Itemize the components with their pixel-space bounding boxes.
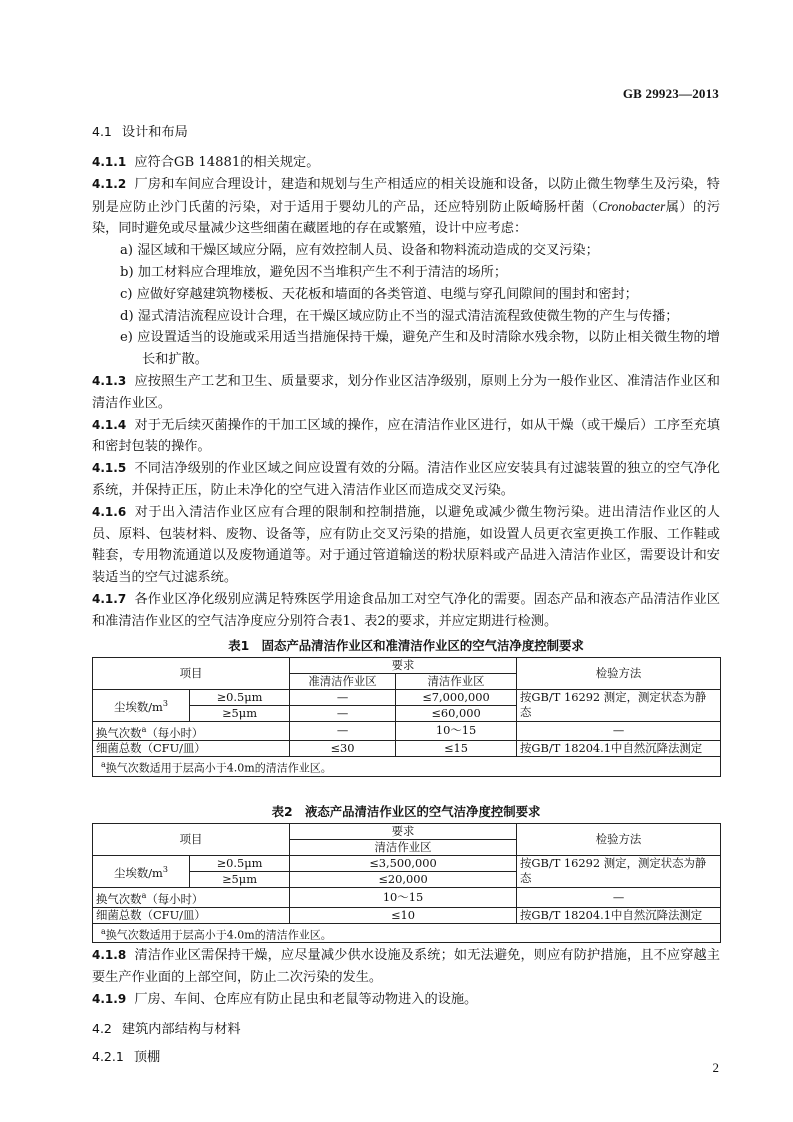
header-requirement: 要求 xyxy=(290,823,517,839)
table-row xyxy=(93,887,721,907)
cell: — xyxy=(290,705,396,721)
cell: ≤7,000,000 xyxy=(396,689,517,705)
clause-number: 4.1.7 xyxy=(92,591,127,606)
table-row xyxy=(93,923,721,943)
clause-text: 应符合GB 14881的相关规定。 xyxy=(134,155,320,170)
clause-number: 4.1.9 xyxy=(92,992,127,1007)
table-2-caption: 表2 液态产品清洁作业区的空气洁净度控制要求 xyxy=(271,803,541,819)
header-clean: 清洁作业区 xyxy=(396,673,517,689)
cell: ≤30 xyxy=(290,741,396,757)
cell: ≤20,000 xyxy=(290,871,517,887)
header-method: 检验方法 xyxy=(517,823,721,855)
clause-number: 4.1.4 xyxy=(92,417,127,432)
clause-4-1-8 xyxy=(92,945,720,989)
cell-method: 按GB/T 16292 测定，测定状态为静态 xyxy=(517,689,721,721)
header-item: 项目 xyxy=(93,823,290,855)
clause-4-1-9 xyxy=(92,989,720,1011)
clause-4-1-1 xyxy=(92,152,720,174)
header-semi-clean: 准清洁作业区 xyxy=(290,673,396,689)
clause-italic-term: Cronobacter xyxy=(598,198,666,214)
table-note: $^a$换气次数适用于层高小于4.0m的清洁作业区。 xyxy=(93,757,721,777)
cell: 10～15 xyxy=(396,721,517,741)
page-number: 2 xyxy=(712,1060,719,1075)
cell: — xyxy=(517,721,721,741)
cell: ≤15 xyxy=(396,741,517,757)
header-clean: 清洁作业区 xyxy=(290,839,517,855)
header-method: 检验方法 xyxy=(517,657,721,689)
cell-method: 按GB/T 18204.1中自然沉降法测定 xyxy=(517,907,721,923)
table-2 xyxy=(92,823,721,943)
section-title: 顶棚 xyxy=(133,1049,161,1065)
cell: ≥5μm xyxy=(190,871,290,887)
cell: ≥0.5μm xyxy=(190,855,290,871)
section-title: 建筑内部结构与材料 xyxy=(121,1021,241,1037)
table-1-caption: 表1 固态产品清洁作业区和准清洁作业区的空气洁净度控制要求 xyxy=(228,637,584,653)
section-number: 4.2 xyxy=(92,1020,112,1036)
table-1 xyxy=(92,657,721,777)
clause-text: 厂房和车间应合理设计，建造和规划与生产相适应的相关设施和设备，以防止微生物孳生及污染，特别是应防止沙门氏菌的污染，对于适用于婴幼儿的产品，还应特别防止阪崎肠杆菌（ xyxy=(92,176,720,215)
table-row xyxy=(93,757,721,777)
cell: ≤3,500,000 xyxy=(290,855,517,871)
cell-bacteria-label: 细菌总数（CFU/皿） xyxy=(93,907,290,923)
table-row xyxy=(93,721,721,741)
list-item: a) 湿区域和干燥区域应分隔，应有效控制人员、设备和物料流动造成的交叉污染； xyxy=(120,243,599,259)
clause-4-1-4 xyxy=(92,415,720,459)
table-row xyxy=(93,907,721,923)
list-item: b) 加工材料应合理堆放，避免因不当堆积产生不利于清洁的场所； xyxy=(120,264,508,280)
section-4-2-heading xyxy=(92,1017,720,1041)
clause-text: 厂房、车间、仓库应有防止昆虫和老鼠等动物进入的设施。 xyxy=(134,992,478,1008)
table-row xyxy=(93,823,721,839)
clause-4-1-6 xyxy=(92,502,720,589)
clause-number: 4.1.6 xyxy=(92,504,127,519)
cell-air-label: 换气次数$^a$（每小时） xyxy=(93,887,290,907)
clause-text: 对于出入清洁作业区应有合理的限制和控制措施，以避免或减少微生物污染。进出清洁作业区的人员、原料、包装材料、废物、设备等，应有防止交叉污染的措施，如设置人员更衣室更换工作服、工作鞋或鞋套，专用物流通道以及废物通道等。对于通过管道输送的粉状原料或产品进入清洁作业区，需要设计和安装适当的空气过滤系统。 xyxy=(92,504,720,586)
cell: — xyxy=(290,689,396,705)
standard-number: GB 29923—2013 xyxy=(622,86,719,101)
cell-dust-label: 尘埃数$/m^3$ xyxy=(93,855,190,887)
clause-4-1-2 xyxy=(92,174,720,240)
table-row xyxy=(93,855,721,871)
cell: ≤60,000 xyxy=(396,705,517,721)
cell-method: 按GB/T 16292 测定，测定状态为静态 xyxy=(517,855,721,887)
clause-text: 各作业区净化级别应满足特殊医学用途食品加工对空气净化的需要。固态产品和液态产品清洁作业区和准清洁作业区的空气洁净度应分别符合表1、表2的要求，并应定期进行检测。 xyxy=(92,591,720,629)
list-item: e) 应设置适当的设施或采用适当措施保持干燥，避免产生和及时清除水残余物，以防止相关微生物的增长和扩散。 xyxy=(120,330,720,368)
cell: ≥0.5μm xyxy=(190,689,290,705)
clause-number: 4.1.1 xyxy=(92,155,127,169)
section-number: 4.2.1 xyxy=(92,1048,124,1064)
table-row xyxy=(93,689,721,705)
header-item: 项目 xyxy=(93,657,290,689)
clause-4-1-7 xyxy=(92,589,720,633)
cell: 10～15 xyxy=(290,887,517,907)
clause-text: 不同洁净级别的作业区域之间应设置有效的分隔。清洁作业区应安装具有过滤装置的独立的空气净化系统，并保持正压，防止未净化的空气进入清洁作业区而造成交叉污染。 xyxy=(92,461,720,498)
clause-4-1-3 xyxy=(92,371,720,415)
section-4-1-heading xyxy=(92,120,720,144)
clause-text: 应按照生产工艺和卫生、质量要求，划分作业区洁净级别，原则上分为一般作业区、准清洁作业区和清洁作业区。 xyxy=(92,373,720,411)
cell: — xyxy=(290,721,396,741)
cell: ≥5μm xyxy=(190,705,290,721)
clause-text: 对于无后续灭菌操作的干加工区域的操作，应在清洁作业区进行，如从干燥（或干燥后）工序至充填和密封包装的操作。 xyxy=(92,417,720,455)
section-title: 设计和布局 xyxy=(121,125,188,140)
cell-method: 按GB/T 18204.1中自然沉降法测定 xyxy=(517,741,721,757)
clause-text: 清洁作业区需保持干燥，应尽量减少供水设施及系统；如无法避免，则应有防护措施，且不应穿越主要生产作业面的上部空间，防止二次污染的发生。 xyxy=(92,948,720,986)
cell-air-label: 换气次数$^a$（每小时） xyxy=(93,721,290,741)
cell-bacteria-label: 细菌总数（CFU/皿） xyxy=(93,741,290,757)
table-row xyxy=(93,657,721,673)
page-content xyxy=(92,120,720,1069)
cell: — xyxy=(517,887,721,907)
clause-number: 4.1.5 xyxy=(92,461,127,476)
clause-number: 4.1.3 xyxy=(92,373,127,388)
clause-text-cont: 属）的污染，同时避免或尽量减少这些细菌在藏匿地的存在或繁殖，设计中应考虑： xyxy=(92,199,721,237)
cell: ≤10 xyxy=(290,907,517,923)
table-row xyxy=(93,741,721,757)
cell-dust-label: 尘埃数$/m^3$ xyxy=(93,689,190,721)
clause-number: 4.1.2 xyxy=(92,176,127,191)
header-requirement: 要求 xyxy=(290,657,517,673)
clause-number: 4.1.8 xyxy=(92,948,127,963)
section-number: 4.1 xyxy=(92,124,112,139)
list-item: d) 湿式清洁流程应设计合理，在干燥区域应防止不当的湿式清洁流程致使微生物的产生与传播； xyxy=(120,308,679,324)
section-4-2-1-heading xyxy=(92,1045,720,1069)
table-note: $^a$换气次数适用于层高小于4.0m的清洁作业区。 xyxy=(93,923,721,943)
clause-4-1-5 xyxy=(92,458,720,502)
list-item: c) 应做好穿越建筑物楼板、天花板和墙面的各类管道、电缆与穿孔间隙间的围封和密封； xyxy=(120,286,638,302)
